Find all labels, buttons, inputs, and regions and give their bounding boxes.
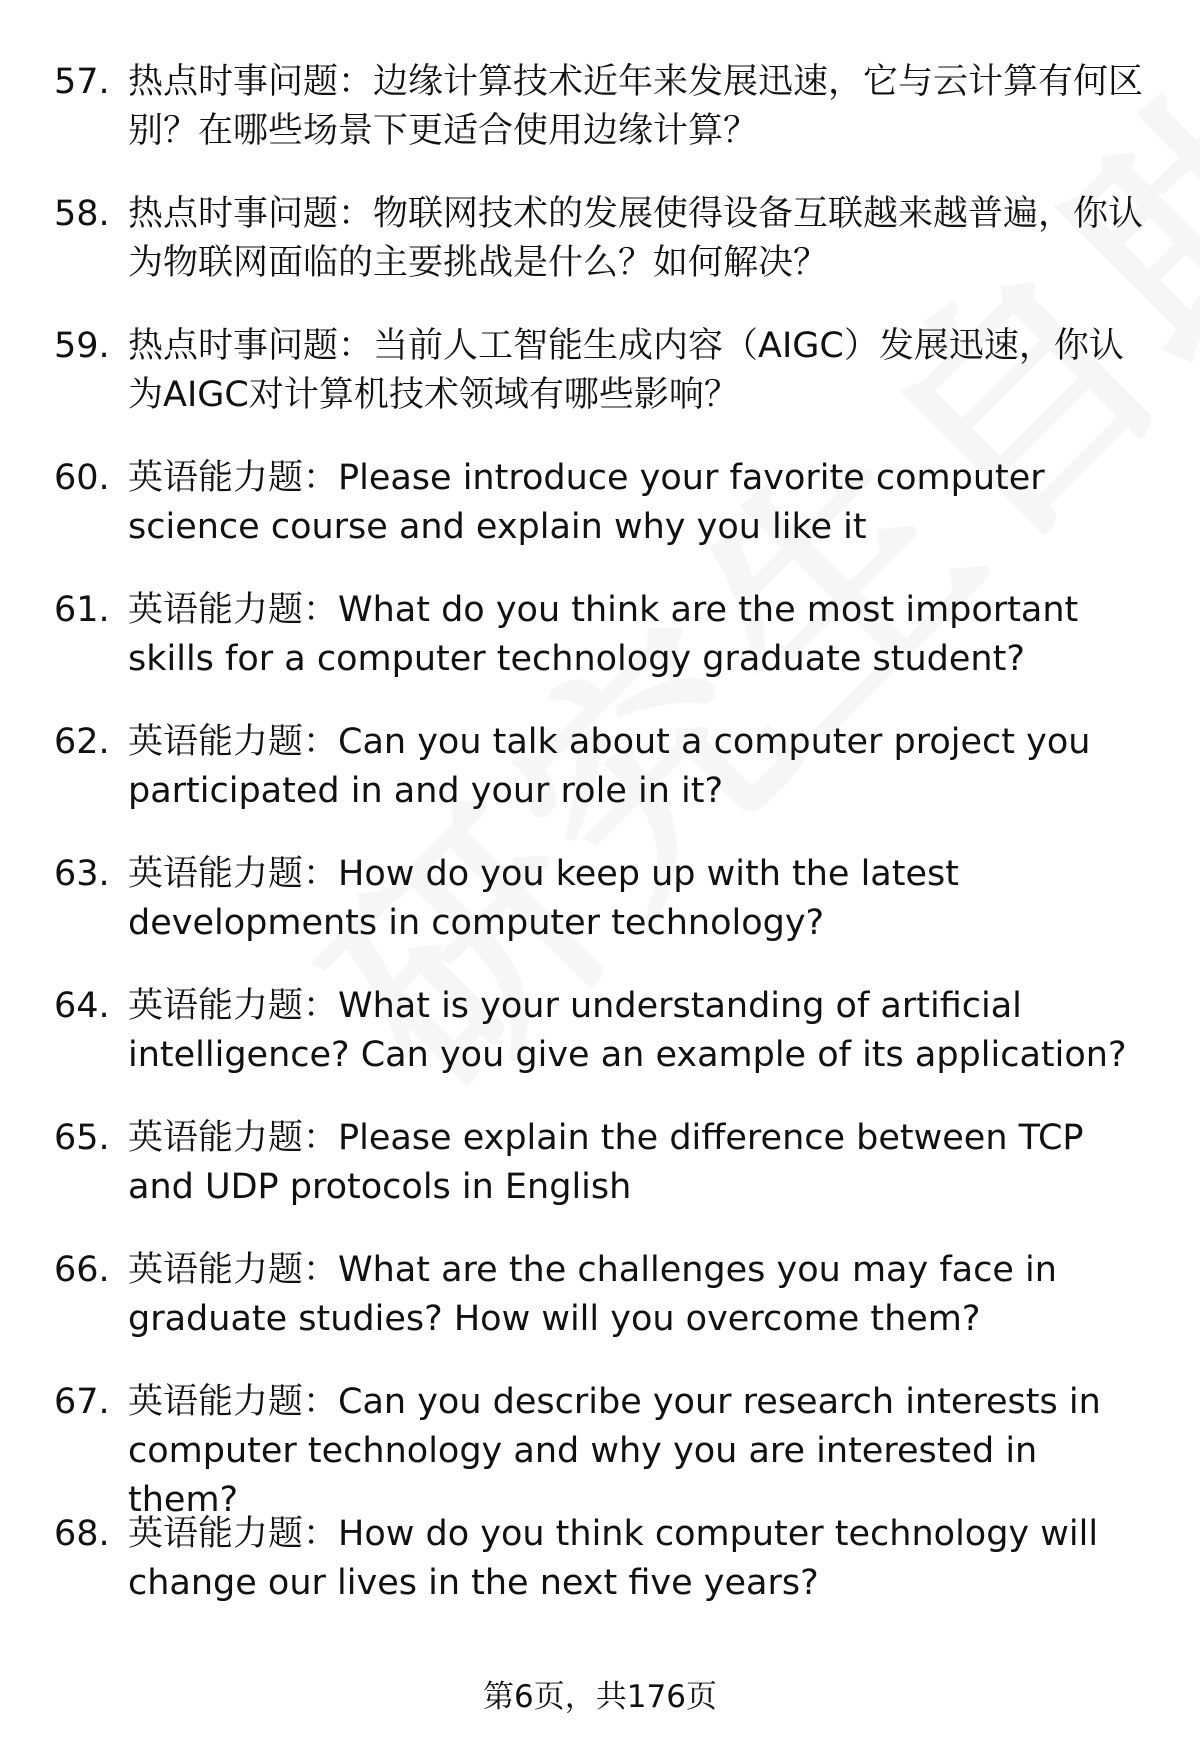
question-text: 热点时事问题：物联网技术的发展使得设备互联越来越普遍，你认为物联网面临的主要挑战是什么？如何解决？ [128,194,1144,283]
question-text: 英语能力题：What are the challenges you may face in graduate studies? How will you overcome them? [128,1250,1057,1339]
question-item [0,718,1200,850]
question-number: 58. [54,194,110,234]
question-number: 64. [54,986,110,1026]
question-item [0,322,1200,454]
question-text: 英语能力题：How do you think computer technology will change our lives in the next five years? [128,1514,1099,1603]
question-number: 59. [54,326,110,366]
question-text: 英语能力题：Please explain the difference between TCP and UDP protocols in English [128,1118,1084,1207]
question-number: 63. [54,854,110,894]
question-number: 65. [54,1118,110,1158]
question-list [0,58,1200,1642]
question-text: 英语能力题：Please introduce your favorite computer science course and explain why you like it [128,458,1045,547]
question-item [0,1114,1200,1246]
question-number: 66. [54,1250,110,1290]
question-number: 68. [54,1514,110,1554]
question-item [0,982,1200,1114]
question-item [0,190,1200,322]
question-item [0,454,1200,586]
question-item [0,850,1200,982]
question-number: 60. [54,458,110,498]
question-text: 英语能力题：How do you keep up with the latest developments in computer technology? [128,854,959,943]
question-text: 英语能力题：Can you describe your research interests in computer technology and why you are interested in them? [128,1382,1101,1520]
question-number: 67. [54,1382,110,1422]
question-item [0,586,1200,718]
question-number: 61. [54,590,110,630]
question-text: 热点时事问题：当前人工智能生成内容（AIGC）发展迅速，你认为AIGC对计算机技术领域有哪些影响？ [128,326,1124,415]
question-text: 英语能力题：What is your understanding of artificial intelligence? Can you give an example of its application? [128,986,1127,1075]
page-footer: 第6页，共176页 [483,1679,717,1715]
question-text: 英语能力题：What do you think are the most important skills for a computer technology graduate student? [128,590,1079,679]
question-text: 热点时事问题：边缘计算技术近年来发展迅速，它与云计算有何区别？在哪些场景下更适合使用边缘计算？ [128,62,1144,151]
question-number: 62. [54,722,110,762]
question-item [0,58,1200,190]
question-item [0,1378,1200,1520]
question-item [0,1246,1200,1378]
question-text: 英语能力题：Can you talk about a computer project you participated in and your role in it? [128,722,1091,811]
question-item [0,1510,1200,1642]
question-number: 57. [54,62,110,102]
